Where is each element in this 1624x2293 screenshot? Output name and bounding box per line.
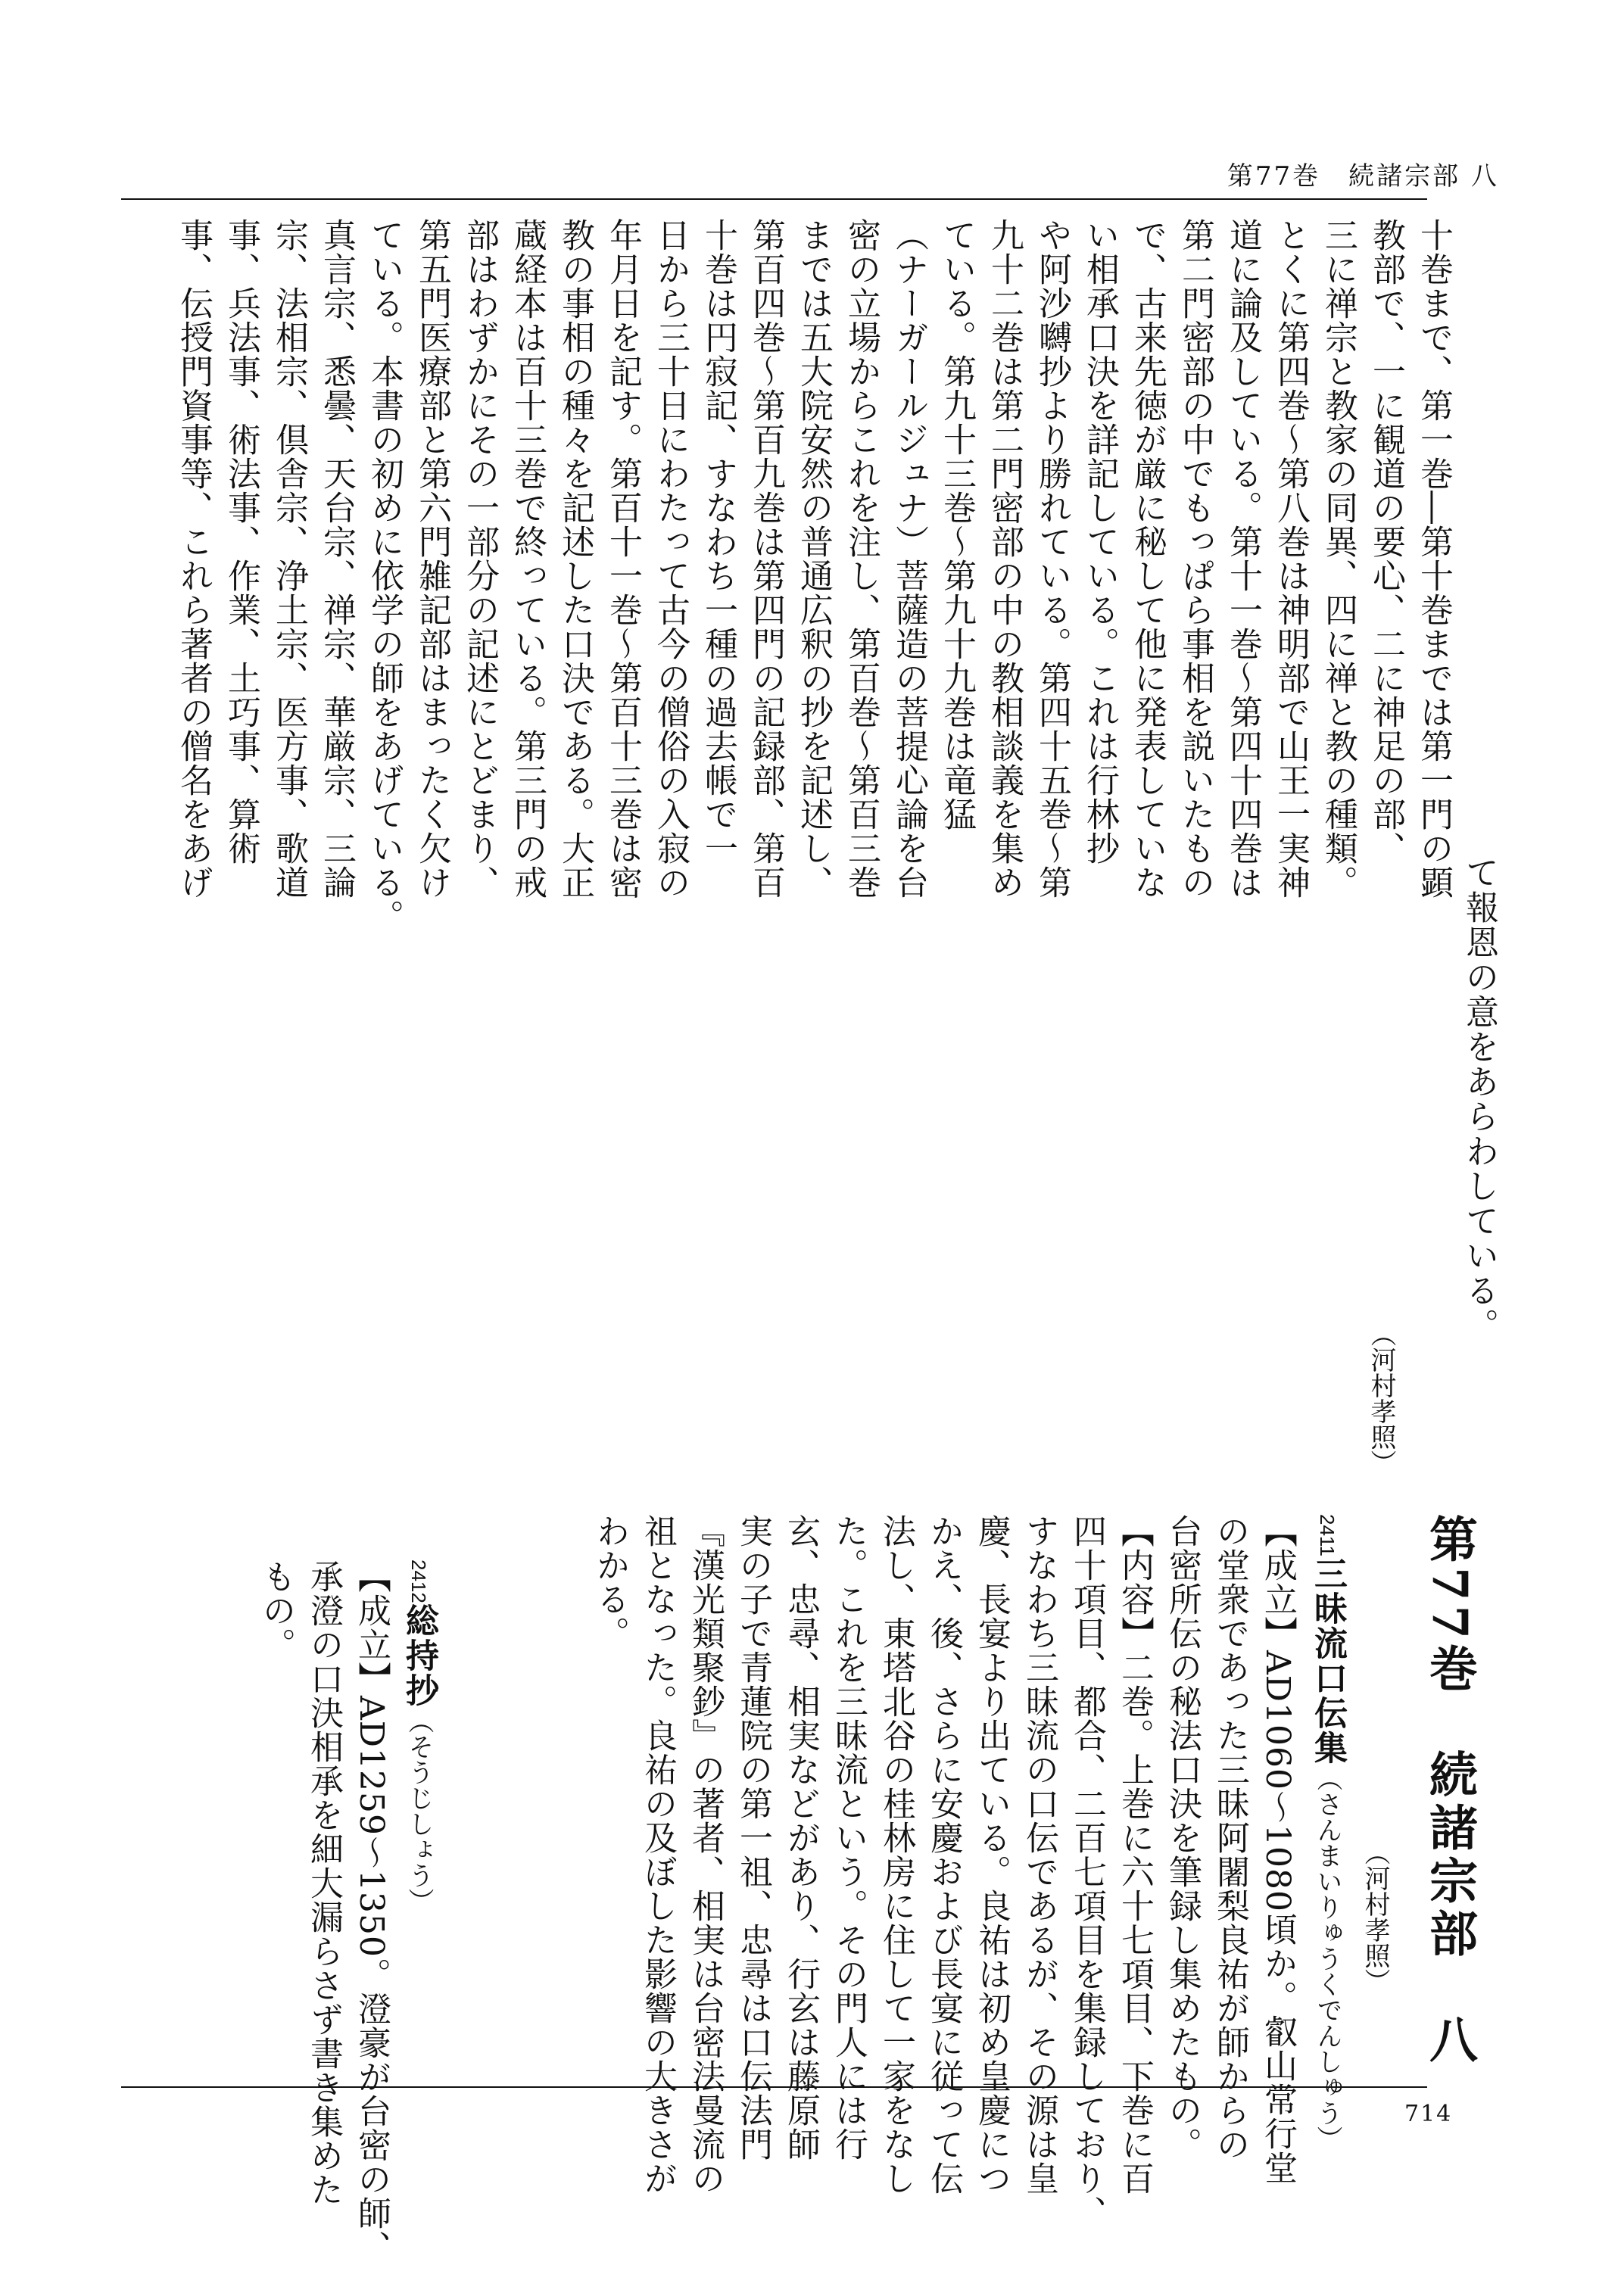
entry-2412: [257, 1559, 443, 2265]
header-rule: [121, 198, 1427, 200]
text-line: 事、伝授門資事等、これら著者の僧名をあげ: [174, 218, 213, 899]
text-line: 部はわずかにその一部分の記述にとどまり、: [460, 218, 499, 899]
entry-reading: （そうじしょう）: [404, 1707, 434, 1914]
entry-number: 2412: [407, 1559, 430, 1603]
text-line: 教部で、一に観道の要心、二に神足の部、: [1367, 218, 1405, 865]
text-line: 九十二巻は第二門密部の中の教相談義を集め: [985, 218, 1024, 899]
closing-line: て報恩の意をあらわしている。: [1460, 855, 1498, 1343]
text-line: 『漢光類聚鈔』の著者、相実は台密法曼流の: [686, 1514, 725, 2195]
text-line: や阿沙嚩抄より勝れている。第四十五巻～第: [1033, 218, 1071, 899]
page-number: 714: [1404, 2101, 1453, 2127]
entry-title: 三昧流口伝集: [1308, 1556, 1347, 1765]
text-line: までは五大院安然の普通広釈の抄を記述し、: [794, 218, 833, 899]
entry-number: 2411: [1316, 1514, 1339, 1556]
text-line: すなわち三昧流の口伝であるが、その源は皇: [1020, 1514, 1058, 2195]
text-line: の堂衆であった三昧阿闍梨良祐が師からの: [1211, 1514, 1249, 2161]
entry-reading: （さんまいりゅうくでんしゅう）: [1312, 1765, 1342, 2151]
text-line: 三に禅宗と教家の同異、四に禅と教の種類。: [1319, 218, 1357, 899]
entry-body: [586, 1514, 1301, 2229]
text-line: 蔵経本は百十三巻で終っている。第三門の戒: [508, 218, 547, 899]
text-line: 事、兵法事、術法事、作業、土巧事、算術: [222, 218, 260, 865]
running-header: 第77巻 続諸宗部 八: [1227, 161, 1499, 192]
author-credit: （河村孝照）: [1360, 1840, 1390, 1994]
text-line: 第百四巻～第百九巻は第四門の記録部、第百: [747, 218, 785, 899]
text-line: 台密所伝の秘法口決を筆録し集めたもの。: [1163, 1514, 1202, 2161]
text-line: 祖となった。良祐の及ぼした影響の大きさが: [638, 1514, 677, 2195]
text-line: とくに第四巻～第八巻は神明部で山王一実神: [1271, 218, 1310, 899]
text-line: 慶、長宴より出ている。良祐は初め皇慶につ: [972, 1514, 1011, 2195]
text-line: た。これを三昧流という。その門人には行: [829, 1514, 868, 2161]
text-line: わかる。: [591, 1514, 629, 1650]
text-line: 【内容】二巻。上巻に六十七項目、下巻に百: [1115, 1514, 1154, 2195]
entry-heading: [394, 1559, 443, 1914]
text-line: 真言宗、悉曇、天台宗、禅宗、華厳宗、三論: [317, 218, 356, 899]
text-line: 宗、法相宗、倶舎宗、浄土宗、医方事、歌道: [270, 218, 308, 899]
text-line: ている。第九十三巻～第九十九巻は竜猛: [937, 218, 976, 831]
text-line: で、古来先徳が厳に秘して他に発表していな: [1128, 218, 1167, 899]
text-line: い相承口決を詳記している。これは行林抄: [1080, 218, 1119, 865]
entry-heading: [1303, 1514, 1351, 2151]
text-line: もの。: [257, 1559, 295, 1662]
entry-2411: [591, 1514, 1351, 2229]
text-line: 十巻は円寂記、すなわち一種の過去帳で一: [699, 218, 737, 865]
text-line: （ナーガールジュナ）菩薩造の菩提心論を台: [890, 218, 928, 899]
text-line: 【成立】AD1060～1080頃か。叡山常行堂: [1258, 1514, 1297, 2186]
text-line: 承澄の口決相承を細大漏らさず書き集めた: [304, 1559, 343, 2207]
upper-column-text: [170, 218, 1457, 933]
text-line: 日から三十日にわたって古今の僧俗の入寂の: [651, 218, 690, 899]
text-line: 第五門医療部と第六門雑記部はまったく欠け: [413, 218, 451, 899]
footer-rule: [121, 2086, 1427, 2088]
text-line: 実の子で青蓮院の第一祖、忠尋は口伝法門: [734, 1514, 772, 2161]
text-line: 道に論及している。第十一巻～第四十四巻は: [1223, 218, 1262, 899]
text-line: 年月日を記す。第百十一巻～第百十三巻は密: [603, 218, 642, 899]
text-line: 第二門密部の中でもっぱら事相を説いたもの: [1176, 218, 1214, 899]
entry-title: 総持抄: [400, 1603, 438, 1708]
text-line: 十巻まで、第一巻―第十巻までは第一門の顕: [1414, 218, 1453, 899]
author-credit: （河村孝照）: [1366, 1321, 1396, 1475]
text-line: 玄、忠尋、相実などがあり、行玄は藤原師: [781, 1514, 820, 2161]
text-line: 密の立場からこれを注し、第百巻～第百三巻: [842, 218, 881, 899]
text-line: 教の事相の種々を記述した口決である。大正: [556, 218, 594, 899]
text-line: ている。本書の初めに依学の師をあげている。: [365, 218, 404, 933]
text-line: 【成立】AD1259～1350。澄豪が台密の師、: [352, 1559, 391, 2265]
text-line: かえ、後、さらに安慶および長宴に従って伝: [924, 1514, 963, 2195]
text-line: 法し、東塔北谷の桂林房に住して一家をなし: [877, 1514, 915, 2195]
text-line: 四十項目、都合、二百七項目を集録しており、: [1068, 1514, 1106, 2229]
entry-body: [252, 1559, 395, 2265]
volume-title: 第77巻 続諸宗部 八: [1421, 1514, 1478, 2068]
